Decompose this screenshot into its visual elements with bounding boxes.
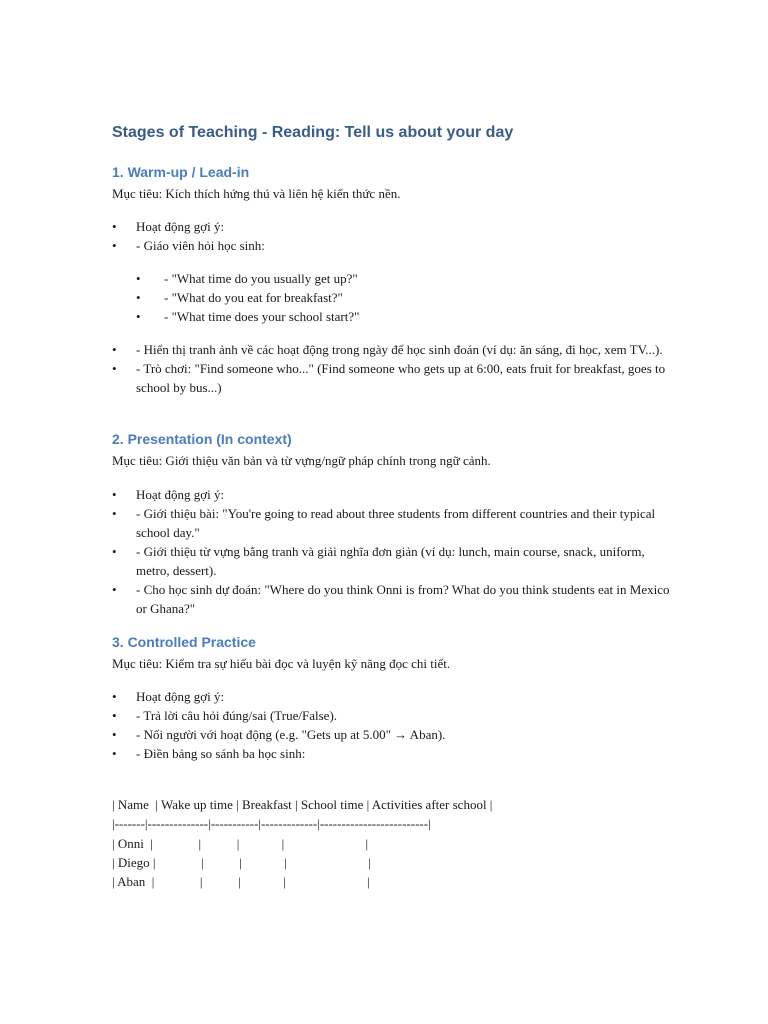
section-goal: Mục tiêu: Kiểm tra sự hiểu bài đọc và luyện kỹ năng đọc chi tiết.: [112, 656, 451, 671]
section-heading-controlled-practice: 3. Controlled Practice: [112, 634, 256, 650]
section-heading-presentation: 2. Presentation (In context): [112, 431, 292, 447]
list-item: • Hoạt động gợi ý:: [112, 689, 225, 704]
teacher-questions-list: [136, 269, 556, 326]
table-header-line: | Name | Wake up time | Breakfast | School time | Activities after school |: [112, 797, 493, 812]
bullet-icon: •: [112, 219, 117, 234]
bullet-icon: •: [112, 582, 117, 597]
warm-up-list: [112, 217, 672, 255]
bullet-icon: •: [112, 727, 117, 742]
list-item: • - Cho học sinh dự đoán: "Where do you think Onni is from? What do you think students eat in Mexico or Ghana?": [112, 582, 670, 616]
comparison-table-text: [112, 795, 492, 891]
list-item: • - Giới thiệu bài: "You're going to read about three students from different countries and their typical school day.": [112, 506, 656, 540]
section-heading-warm-up: 1. Warm-up / Lead-in: [112, 164, 250, 180]
table-separator-line: |-------|--------------|-----------|-------------|-------------------------|: [112, 816, 431, 832]
bullet-icon: •: [112, 708, 117, 723]
list-item: • - Điền bảng so sánh ba học sinh:: [112, 746, 306, 761]
bullet-icon: •: [136, 309, 141, 324]
controlled-practice-list: [112, 687, 672, 763]
table-row: | Aban | | | | |: [112, 874, 370, 890]
list-item: • - Hiển thị tranh ảnh về các hoạt động trong ngày để học sinh đoán (ví dụ: ăn sáng, đi học, xem TV...).: [112, 342, 663, 357]
bullet-icon: •: [112, 487, 117, 502]
bullet-icon: •: [112, 544, 117, 559]
list-item: • - Nối người với hoạt động (e.g. "Gets up at 5.00" → Aban).: [112, 727, 446, 742]
bullet-icon: •: [112, 746, 117, 761]
list-item: • Hoạt động gợi ý:: [112, 219, 225, 234]
list-item: • - "What time do you usually get up?": [136, 271, 358, 286]
list-item: • - Giáo viên hỏi học sinh:: [112, 238, 265, 253]
list-item: • - "What time does your school start?": [136, 309, 360, 324]
bullet-icon: •: [112, 238, 117, 253]
list-item: • Hoạt động gợi ý:: [112, 487, 225, 502]
section-goal: Mục tiêu: Giới thiệu văn bản và từ vựng/ngữ pháp chính trong ngữ cảnh.: [112, 453, 491, 468]
bullet-icon: •: [112, 689, 117, 704]
bullet-icon: •: [112, 506, 117, 521]
warm-up-activities-list: [112, 340, 672, 397]
document-title: Stages of Teaching - Reading: Tell us about your day: [112, 124, 514, 141]
list-item: • - Giới thiệu từ vựng bằng tranh và giải nghĩa đơn giản (ví dụ: lunch, main course, snack, uniform, metro, dessert).: [112, 544, 645, 578]
list-item: • - Trò chơi: "Find someone who..." (Find someone who gets up at 6:00, eats fruit for breakfast, goes to school by bus...): [112, 361, 666, 395]
bullet-icon: •: [136, 271, 141, 286]
table-row: | Onni | | | | |: [112, 835, 369, 851]
bullet-icon: •: [112, 361, 117, 376]
presentation-list: [112, 485, 672, 618]
bullet-icon: •: [112, 342, 117, 357]
section-goal: Mục tiêu: Kích thích hứng thú và liên hệ kiến thức nền.: [112, 186, 401, 201]
table-row: | Diego | | | | |: [112, 854, 371, 870]
list-item: • - "What do you eat for breakfast?": [136, 290, 343, 305]
list-item: • - Trả lời câu hỏi đúng/sai (True/False).: [112, 708, 338, 723]
bullet-icon: •: [136, 290, 141, 305]
